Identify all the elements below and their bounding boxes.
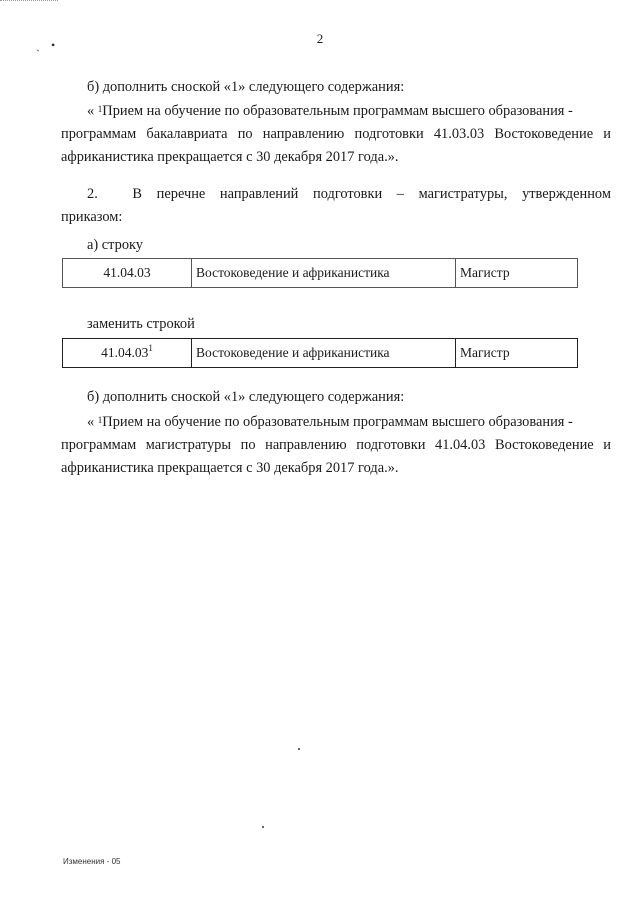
table-cell-level: Магистр bbox=[456, 339, 578, 368]
item-2-word: магистратуры, bbox=[418, 186, 508, 202]
page-number: 2 bbox=[316, 31, 324, 46]
footer-label: Изменения - 05 bbox=[63, 857, 121, 866]
item-2 bbox=[61, 183, 611, 229]
footnote-text-1 bbox=[61, 100, 611, 169]
item-2-word: подготовки bbox=[313, 186, 383, 202]
table-row bbox=[63, 339, 578, 368]
footnote-intro-1: б) дополнить сноской «1» следующего содержания: bbox=[87, 79, 405, 95]
footnote-2-rest: программам магистратуры по направлению подготовки 41.04.03 Востоковедение и африканистика прекращается с 30 декабря 2017 года.». bbox=[61, 437, 611, 476]
scan-speck bbox=[298, 748, 300, 750]
table-new-row bbox=[62, 338, 578, 368]
footnote-marker: 1 bbox=[148, 343, 153, 353]
table-old-row bbox=[62, 258, 578, 288]
footnote-1-first-line bbox=[61, 100, 611, 123]
item-2-word: утвержденном bbox=[522, 186, 611, 202]
scan-speck bbox=[262, 826, 264, 828]
table-cell-name: Востоковедение и африканистика bbox=[192, 339, 456, 368]
subitem-a-label: а) строку bbox=[87, 237, 144, 253]
item-2-continuation: приказом: bbox=[61, 209, 123, 225]
footnote-text-2 bbox=[61, 411, 611, 480]
quote-open: « bbox=[87, 414, 98, 430]
footnote-2-first-line bbox=[61, 411, 611, 434]
table-cell-code: 41.04.03 bbox=[63, 259, 192, 288]
footnote-marker: 1 bbox=[97, 104, 103, 114]
item-2-first-line bbox=[61, 183, 611, 206]
item-2-word: – bbox=[396, 186, 404, 202]
footnote-intro-2: б) дополнить сноской «1» следующего содержания: bbox=[87, 389, 405, 405]
item-2-word: перечне bbox=[156, 186, 206, 202]
quote-open: « bbox=[87, 103, 98, 119]
footnote-1-rest: программам бакалавриата по направлению подготовки 41.03.03 Востоковедение и африканистика прекращается с 30 декабря 2017 года.». bbox=[61, 126, 611, 165]
footnote-2-line: Прием на обучение по образовательным программам высшего образования - bbox=[102, 414, 573, 430]
replace-label: заменить строкой bbox=[87, 316, 195, 332]
table-cell-name: Востоковедение и африканистика bbox=[192, 259, 456, 288]
footnote-1-line: Прием на обучение по образовательным программам высшего образования - bbox=[102, 103, 573, 119]
scan-edge-line bbox=[0, 0, 58, 1]
footnote-marker: 1 bbox=[97, 415, 103, 425]
code-value: 41.04.03 bbox=[101, 345, 149, 360]
table-cell-code bbox=[63, 339, 192, 368]
item-2-number: 2. bbox=[87, 186, 98, 202]
item-2-word: В bbox=[132, 186, 143, 202]
corner-marks: ˏ • bbox=[36, 38, 60, 52]
table-row bbox=[63, 259, 578, 288]
table-cell-level: Магистр bbox=[456, 259, 578, 288]
item-2-word: направлений bbox=[219, 186, 299, 202]
